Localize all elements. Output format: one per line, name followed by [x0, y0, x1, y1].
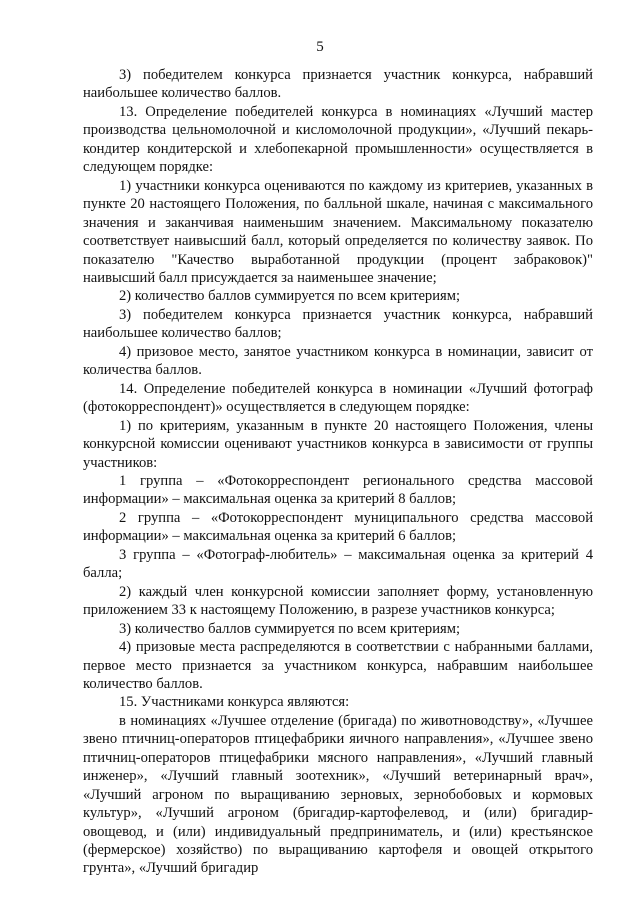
paragraph: 13. Определение победителей конкурса в номинациях «Лучший мастер производства цельномолочной и кисломолочной продукции», «Лучший пекарь-кондитер кондитерской и хлебопекарной промышленности» осуществляется в следующем порядке: — [83, 103, 593, 176]
paragraph: 1) участники конкурса оцениваются по каждому из критериев, указанных в пункте 20 настоящего Положения, по балльной шкале, начиная с максимального значения и заканчивая наименьшим значением. Максимальному показателю соответствует наивысший балл, который определяется по количеству заявок. По показателю "Качество выработанной продукции (процент забраковок)" наивысший балл присуждается за наименьшее значение; — [83, 177, 593, 286]
paragraph: 3) количество баллов суммируется по всем критериям; — [119, 620, 461, 637]
paragraph: 2) количество баллов суммируется по всем критериям; — [119, 288, 461, 305]
page-number: 5 — [316, 39, 324, 55]
paragraph: 3 группа – «Фотограф-любитель» – максимальная оценка за критерий 4 балла; — [83, 546, 593, 582]
paragraph: 2 группа – «Фотокорреспондент муниципального средства массовой информации» – максимальная оценка за критерий 6 баллов; — [83, 509, 593, 545]
paragraph: 1 группа – «Фотокорреспондент регионального средства массовой информации» – максимальная оценка за критерий 8 баллов; — [83, 472, 593, 508]
paragraph: 3) победителем конкурса признается участник конкурса, набравший наибольшее количество баллов; — [83, 306, 593, 342]
paragraph: 14. Определение победителей конкурса в номинации «Лучший фотограф (фотокорреспондент)» осуществляется в следующем порядке: — [83, 380, 593, 416]
paragraph: 15. Участниками конкурса являются: — [119, 694, 350, 711]
paragraph: 3) победителем конкурса признается участник конкурса, набравший наибольшее количество баллов. — [83, 67, 593, 102]
paragraph: 1) по критериям, указанным в пункте 20 настоящего Положения, члены конкурсной комиссии оценивают участников конкурса в зависимости от группы участников: — [83, 417, 593, 471]
paragraph: 4) призовые места распределяются в соответствии с набранными баллами, первое место признается за участником конкурса, набравшим наибольшее количество баллов. — [83, 639, 593, 692]
paragraph: 4) призовое место, занятое участником конкурса в номинации, зависит от количества баллов. — [83, 343, 593, 379]
paragraph: в номинациях «Лучшее отделение (бригада) по животноводству», «Лучшее звено птичниц-операторов птицефабрики яичного направления», «Лучшее звено птичниц-операторов птицефабрики мясного направления», «Лучший главный инженер», «Лучший главный зоотехник», «Лучший ветеринарный врач», «Лучший агроном по выращиванию зерновых, зернобобовых и кормовых культур», «Лучший агроном (бригадир-картофелевод, и (или) бригадир-овощевод, и (или) индивидуальный предприниматель, и (или) крестьянское (фермерское) хозяйство) по выращиванию картофеля и овощей открытого грунта», «Лучший бригадир — [83, 712, 593, 877]
document-body — [83, 66, 593, 878]
paragraph: 2) каждый член конкурсной комиссии заполняет форму, установленную приложением 33 к настоящему Положению, в разрезе участников конкурса; — [83, 583, 593, 619]
